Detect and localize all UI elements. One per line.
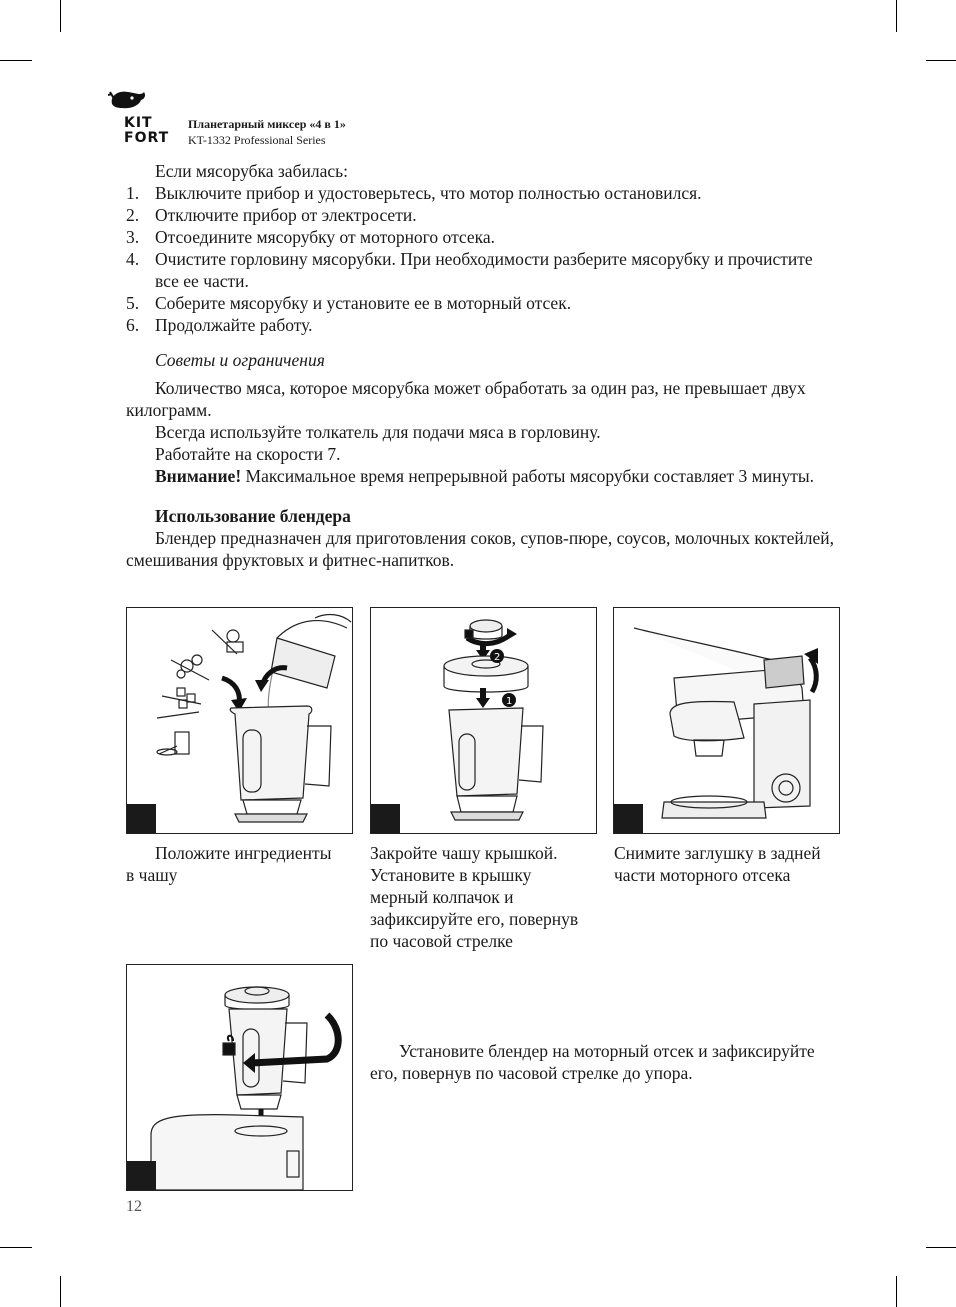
list-item: 4. Очистите горловину мясорубки. При необходимости разберите мясорубку и прочистите все ее части. <box>126 249 813 291</box>
list-item: 1. Выключите прибор и удостоверьтесь, что мотор полностью остановился. <box>126 183 702 203</box>
badge-1: 1 <box>506 696 513 707</box>
crop-mark <box>896 1276 897 1307</box>
page-number: 12 <box>126 1198 142 1215</box>
figure-4 <box>126 964 353 1191</box>
crop-mark <box>926 60 956 61</box>
header-title: Планетарный миксер «4 в 1» <box>188 117 346 131</box>
figure-tag <box>614 804 643 833</box>
steps-list <box>126 182 838 336</box>
section-intro: Если мясорубка забилась: <box>155 161 348 181</box>
figure-1-caption: Положите ингредиенты в чашу <box>126 843 332 885</box>
figure-3 <box>613 607 840 834</box>
list-item: 2. Отключите прибор от электросети. <box>126 205 417 225</box>
crop-mark <box>0 1247 32 1248</box>
figure-tag <box>127 1161 156 1190</box>
page-body <box>126 160 838 571</box>
warning-paragraph: Внимание! Максимальное время непрерывной работы мясорубки составляет 3 минуты. <box>155 466 814 486</box>
tips-paragraph: Всегда используйте толкатель для подачи мяса в горловину. <box>155 422 601 442</box>
crop-mark <box>60 0 61 32</box>
tips-paragraph: Количество мяса, которое мясорубка может обработать за один раз, не превышает двух килограмм. <box>126 378 806 420</box>
crop-mark <box>896 0 897 32</box>
brand-logo: KIT FORT <box>124 115 170 146</box>
blender-paragraph: Блендер предназначен для приготовления соков, супов-пюре, соусов, молочных коктейлей, смешивания фруктовых и фитнес-напитков. <box>126 528 835 570</box>
remove-cap-illustration <box>614 608 839 833</box>
figure-1 <box>126 607 353 834</box>
badge-2: 2 <box>494 652 501 663</box>
header-model: KT-1332 Professional Series <box>188 133 326 147</box>
blender-heading: Использование блендера <box>155 506 351 526</box>
figure-4-caption: Установите блендер на моторный отсек и зафиксируйте его, повернув по часовой стрелке до упора. <box>370 1041 815 1083</box>
crop-mark <box>60 1276 61 1307</box>
attach-lid-illustration <box>371 608 596 833</box>
mount-blender-illustration <box>127 965 352 1190</box>
crop-mark <box>0 60 32 61</box>
figure-2-caption: Закройте чашу крышкой. Установите в крышку мерный колпачок и зафиксируйте его, повернув по часовой стрелке <box>370 843 579 951</box>
list-item: 6. Продолжайте работу. <box>126 315 313 335</box>
warning-label: Внимание! <box>155 466 242 486</box>
figure-3-caption: Снимите заглушку в задней части моторного отсека <box>614 843 821 885</box>
crop-mark <box>926 1247 956 1248</box>
figure-tag <box>127 804 156 833</box>
whale-logo-icon <box>108 86 148 114</box>
tips-heading: Советы и ограничения <box>155 350 325 370</box>
figure-2 <box>370 607 597 834</box>
pour-ingredients-illustration <box>127 608 352 833</box>
list-item: 5. Соберите мясорубку и установите ее в моторный отсек. <box>126 293 572 313</box>
figure-tag <box>371 804 400 833</box>
list-item: 3. Отсоедините мясорубку от моторного отсека. <box>126 227 496 247</box>
tips-paragraph: Работайте на скорости 7. <box>155 444 341 464</box>
